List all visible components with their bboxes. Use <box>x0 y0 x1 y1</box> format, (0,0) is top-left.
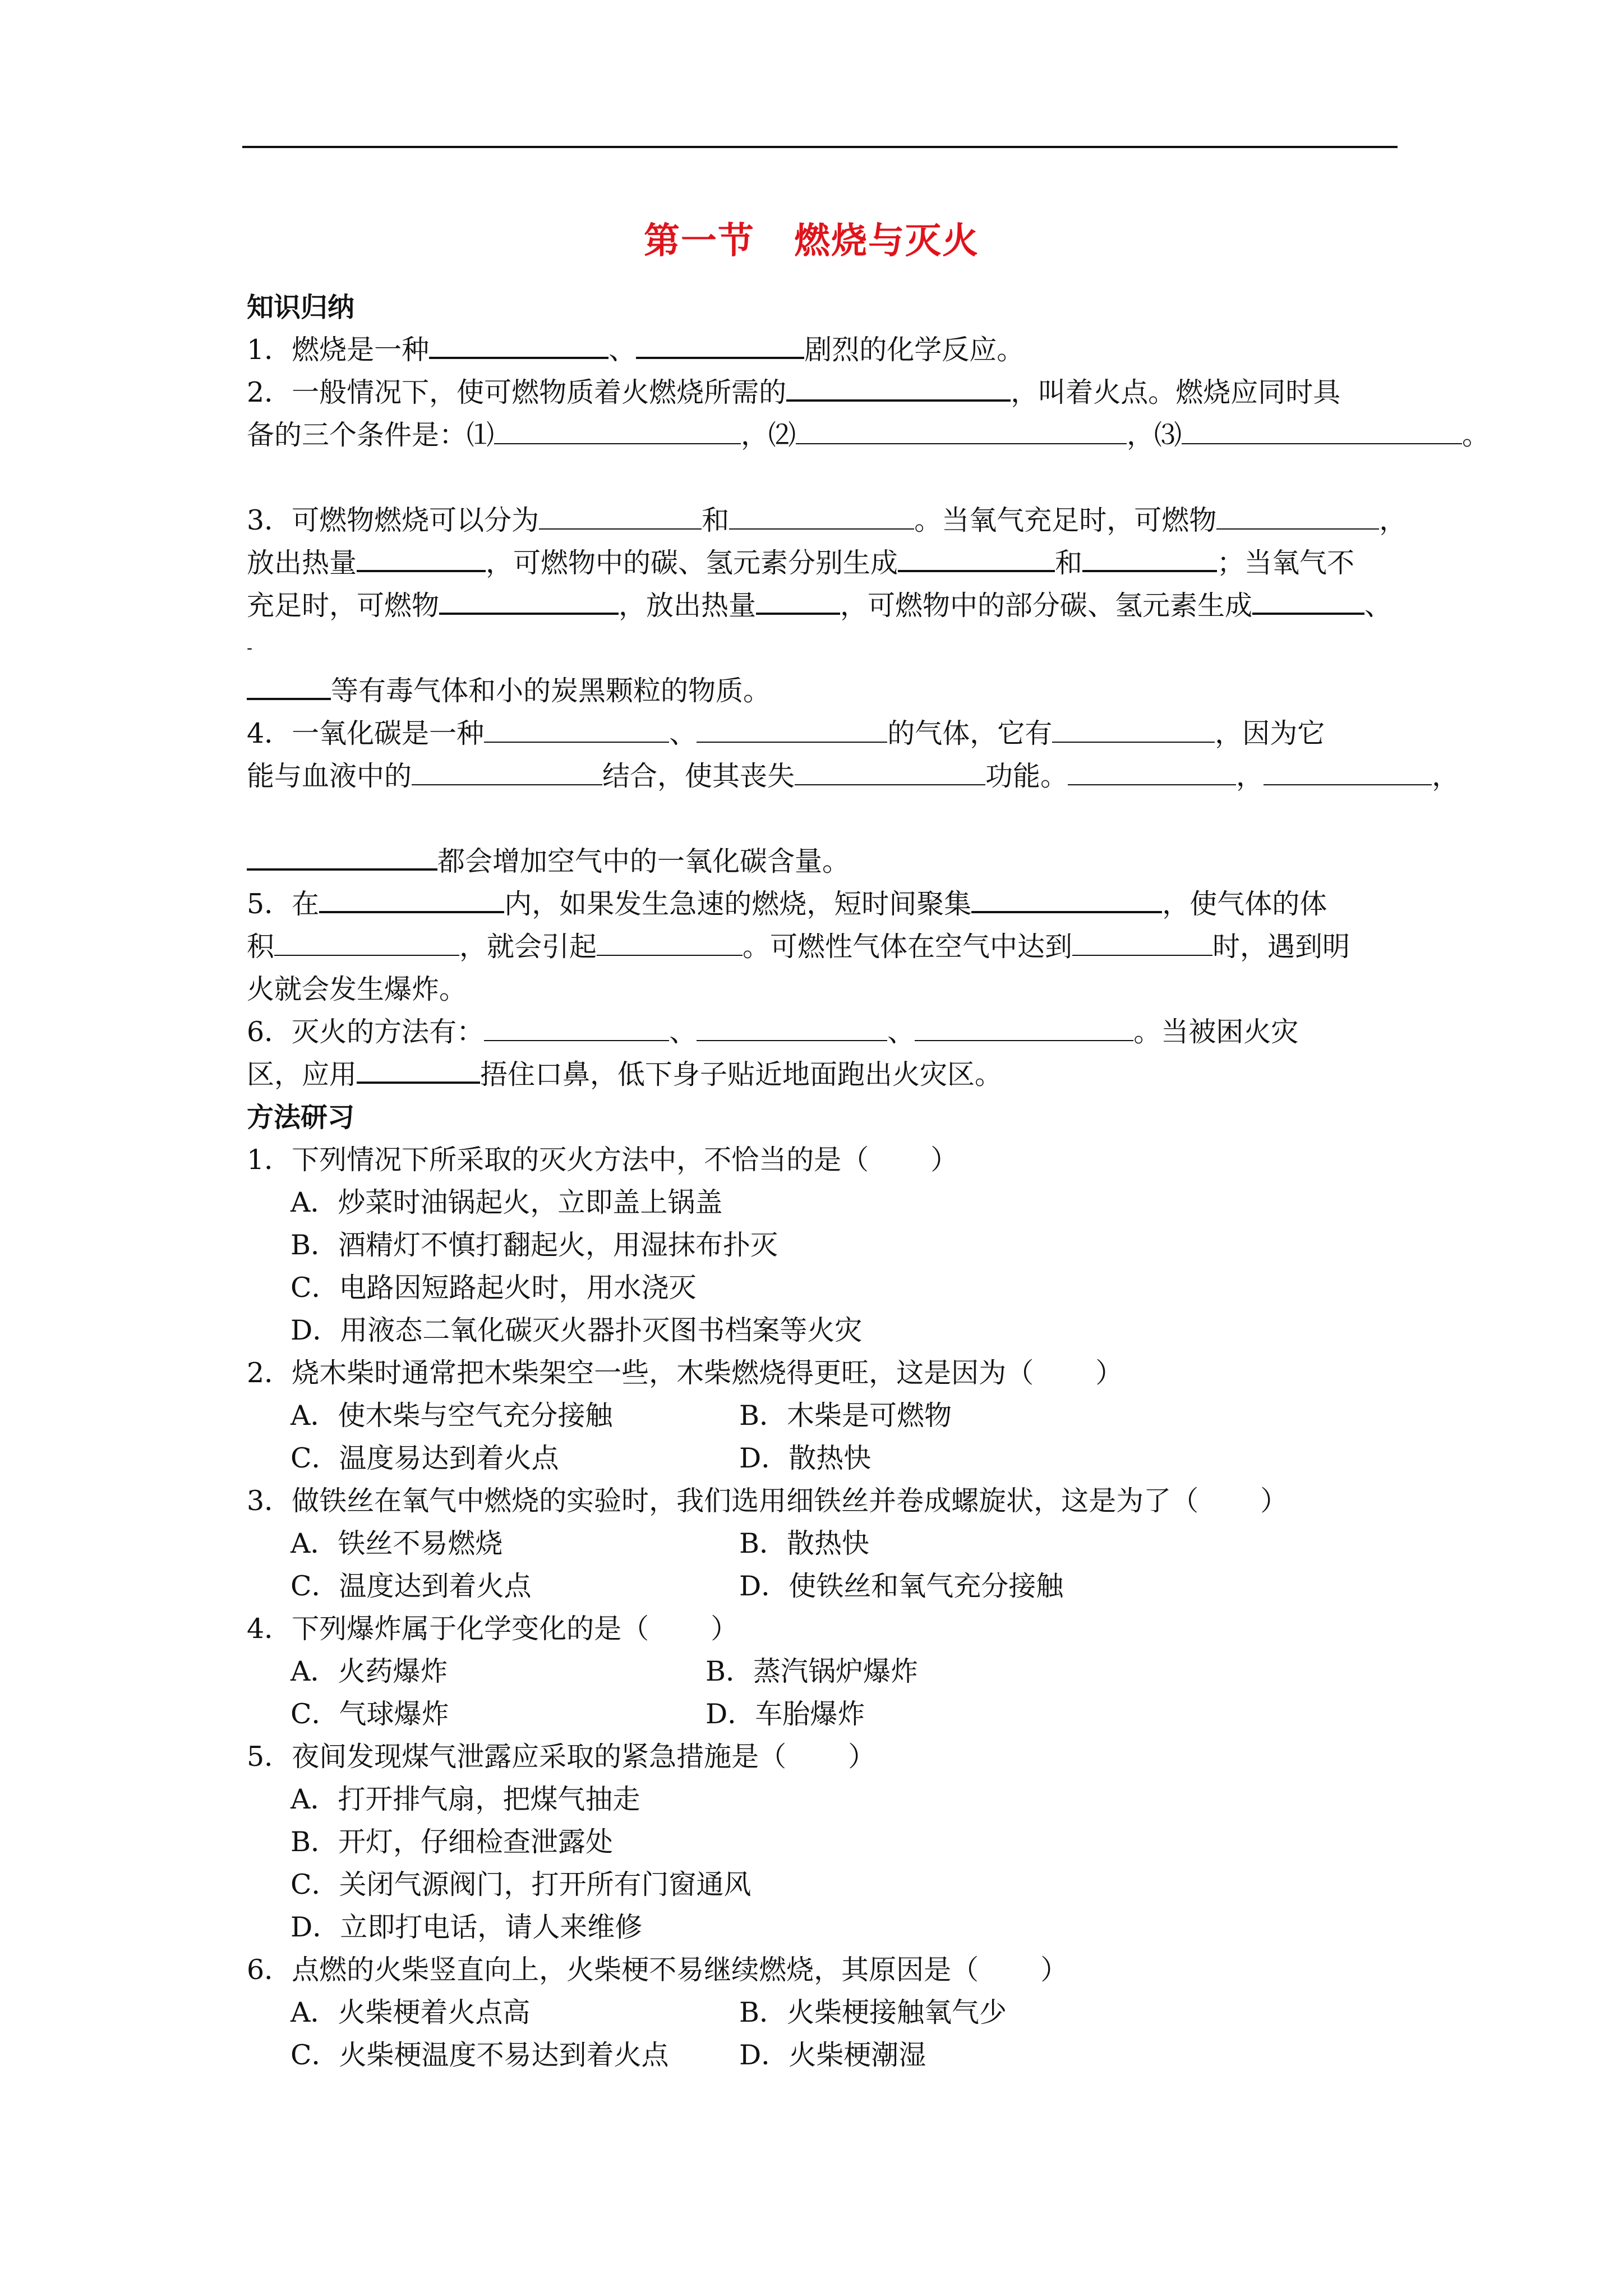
fill-blank[interactable] <box>1052 717 1215 743</box>
question-stem: 1．下列情况下所采取的灭火方法中，不恰当的是（ ） <box>247 1144 958 1176</box>
knowledge-q4-line2: 能与血液中的 结合，使其丧失 功能。 ， ， <box>247 760 1460 792</box>
answer-option[interactable]: A．铁丝不易燃烧 <box>291 1527 503 1559</box>
fill-blank[interactable] <box>247 673 331 700</box>
answer-option[interactable]: C．火柴梗温度不易达到着火点 <box>291 2039 669 2071</box>
option-row <box>247 1395 1514 1437</box>
answer-option[interactable]: B．开灯，仔细检查泄露处 <box>291 1826 614 1858</box>
question-stem: 2．烧木柴时通常把木柴架空一些，木柴燃烧得更旺，这是因为（ ） <box>247 1357 1123 1389</box>
answer-option[interactable]: B．火柴梗接触氧气少 <box>739 1996 1007 2028</box>
fill-blank[interactable] <box>539 504 702 530</box>
answer-option[interactable]: C．关闭气源阀门，打开所有门窗通风 <box>291 1869 751 1901</box>
answer-option[interactable]: C．电路因短路起火时，用水浇灭 <box>291 1272 697 1304</box>
fill-blank[interactable] <box>898 545 1055 572</box>
knowledge-q1: 1．燃烧是一种 、 剧烈的化学反应。 <box>247 329 1514 371</box>
fill-blank[interactable] <box>1182 418 1462 444</box>
worksheet-body <box>247 286 1514 2077</box>
fill-blank[interactable] <box>1082 545 1217 572</box>
question-stem: 6．点燃的火柴竖直向上，火柴梗不易继续燃烧，其原因是（ ） <box>247 1954 1068 1986</box>
answer-option[interactable]: C．温度达到着火点 <box>291 1570 532 1602</box>
answer-option[interactable]: C．温度易达到着火点 <box>291 1442 559 1474</box>
fill-blank[interactable] <box>729 504 914 530</box>
fill-blank[interactable] <box>274 930 459 956</box>
knowledge-q5: 5．在 内，如果发生急速的燃烧，短时间聚集 ，使气体的体 <box>247 883 1514 926</box>
answer-option[interactable]: A．使木柴与空气充分接触 <box>291 1400 613 1432</box>
option-row <box>247 1991 1514 2034</box>
knowledge-q3-line4: 等有毒气体和小的炭黑颗粒的物质。 <box>247 670 1514 712</box>
knowledge-q2-cont: 备的三个条件是：⑴ ，⑵ ，⑶ 。 <box>247 419 1490 451</box>
fill-blank[interactable] <box>1216 504 1379 530</box>
knowledge-q6-line2: 区，应用 捂住口鼻，低下身子贴近地面跑出火灾区。 <box>247 1053 1514 1096</box>
multiple-choice-list <box>247 1139 1514 2077</box>
fill-blank[interactable] <box>319 886 504 913</box>
knowledge-q4-line3: 都会增加空气中的一氧化碳含量。 <box>247 840 1514 883</box>
section-heading-knowledge: 知识归纳 <box>247 292 355 323</box>
answer-option[interactable]: B．酒精灯不慎打翻起火，用湿抹布扑灭 <box>291 1229 778 1261</box>
knowledge-q3-line2: 放出热量 ，可燃物中的碳、氢元素分别生成 和 ；当氧气不 <box>247 542 1514 585</box>
answer-option[interactable]: D．散热快 <box>739 1442 872 1474</box>
fill-blank[interactable] <box>357 1057 480 1084</box>
fill-blank[interactable] <box>786 375 1011 402</box>
knowledge-q3: 3．可燃物燃烧可以分为 和 。当氧气充足时，可燃物 ， <box>247 504 1407 536</box>
fill-blank[interactable] <box>697 717 887 743</box>
answer-option[interactable]: B．散热快 <box>739 1527 870 1559</box>
fill-blank[interactable] <box>484 1015 669 1041</box>
answer-option[interactable]: C．气球爆炸 <box>291 1698 449 1730</box>
fill-blank[interactable] <box>494 418 741 444</box>
answer-option[interactable]: A．火药爆炸 <box>291 1655 448 1687</box>
title-topic: 燃烧与灭火 <box>794 220 979 262</box>
knowledge-q4: 4．一氧化碳是一种 、 的气体，它有 ，因为它 <box>247 717 1325 749</box>
answer-option[interactable]: D．火柴梗潮湿 <box>739 2039 926 2071</box>
section-heading-methods: 方法研习 <box>247 1102 355 1133</box>
answer-option[interactable]: A．打开排气扇，把煤气抽走 <box>291 1783 640 1815</box>
fill-blank[interactable] <box>429 332 608 359</box>
title-section-number: 第一节 <box>644 220 755 262</box>
answer-option[interactable]: D．立即打电话，请人来维修 <box>291 1911 643 1943</box>
answer-option[interactable]: D．车胎爆炸 <box>706 1698 865 1730</box>
fill-blank[interactable] <box>1072 930 1212 956</box>
knowledge-q6: 6．灭火的方法有： 、 、 。当被困火灾 <box>247 1016 1299 1048</box>
fill-blank[interactable] <box>1252 588 1364 615</box>
fill-blank[interactable] <box>795 760 985 785</box>
answer-option[interactable]: B．木柴是可燃物 <box>739 1400 952 1432</box>
question-stem: 4．下列爆炸属于化学变化的是（ ） <box>247 1613 739 1645</box>
option-row <box>247 1650 1514 1693</box>
question-stem: 3．做铁丝在氧气中燃烧的实验时，我们选用细铁丝并卷成螺旋状，这是为了（ ） <box>247 1485 1288 1517</box>
answer-option[interactable]: D．使铁丝和氧气充分接触 <box>739 1570 1064 1602</box>
question-stem: 5．夜间发现煤气泄露应采取的紧急措施是（ ） <box>247 1741 876 1773</box>
fill-blank[interactable] <box>247 844 437 871</box>
fill-blank[interactable] <box>1068 760 1236 785</box>
option-row <box>247 1565 1514 1608</box>
stray-mark: - <box>247 638 253 658</box>
fill-blank[interactable] <box>756 588 840 615</box>
answer-option[interactable]: B．蒸汽锅炉爆炸 <box>706 1655 919 1687</box>
fill-blank[interactable] <box>697 1015 887 1041</box>
knowledge-q5-line3: 火就会发生爆炸。 <box>247 973 467 1005</box>
header-rule <box>242 146 1398 148</box>
knowledge-q5-line2: 积 ，就会引起 。可燃性气体在空气中达到 时，遇到明 <box>247 931 1350 963</box>
option-row <box>247 1522 1514 1565</box>
option-row <box>247 1437 1514 1480</box>
fill-blank[interactable] <box>412 760 602 785</box>
fill-blank[interactable] <box>357 545 486 572</box>
knowledge-q2: 2．一般情况下，使可燃物质着火燃烧所需的 ，叫着火点。燃烧应同时具 <box>247 371 1514 414</box>
answer-option[interactable]: A．炒菜时油锅起火，立即盖上锅盖 <box>291 1186 723 1218</box>
page-title <box>0 212 1623 264</box>
option-row <box>247 2034 1514 2077</box>
knowledge-q3-line3: 充足时，可燃物 ，放出热量 ，可燃物中的部分碳、氢元素生成 、 <box>247 585 1514 627</box>
fill-blank[interactable] <box>484 717 669 743</box>
option-row <box>247 1693 1514 1736</box>
answer-option[interactable]: A．火柴梗着火点高 <box>291 1996 531 2028</box>
fill-blank[interactable] <box>971 886 1162 913</box>
fill-blank[interactable] <box>597 930 743 956</box>
fill-blank[interactable] <box>796 418 1127 444</box>
answer-option[interactable]: D．用液态二氧化碳灭火器扑灭图书档案等火灾 <box>291 1314 863 1346</box>
fill-blank[interactable] <box>636 332 804 359</box>
fill-blank[interactable] <box>1264 760 1432 785</box>
fill-blank[interactable] <box>915 1015 1133 1041</box>
fill-blank[interactable] <box>439 588 619 615</box>
